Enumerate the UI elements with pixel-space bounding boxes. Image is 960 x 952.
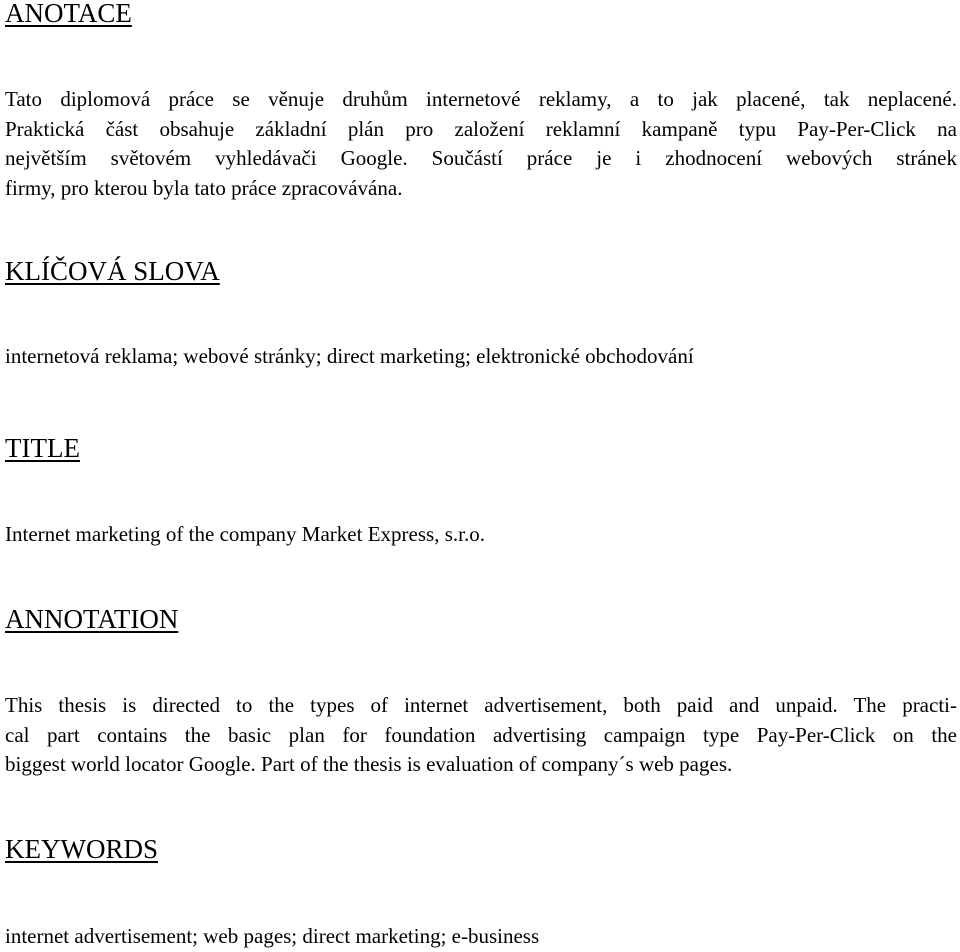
anotace-line: Praktická část obsahuje základní plán pro založení reklamní kampaně typu Pay-Per-Click na [5, 116, 957, 141]
heading-anotace: ANOTACE [5, 0, 132, 28]
keywords-line: internet advertisement; web pages; direct marketing; e-business [5, 924, 540, 948]
klicova-slova-text [5, 342, 957, 372]
title-text [5, 520, 957, 550]
annotation-line: cal part contains the basic plan for foundation advertising campaign type Pay-Per-Click on the [5, 722, 957, 747]
title-line: Internet marketing of the company Market Express, s.r.o. [5, 522, 485, 546]
annotation-line: This thesis is directed to the types of internet advertisement, both paid and unpaid. The practi- [5, 693, 957, 717]
heading-annotation: ANNOTATION [5, 604, 179, 634]
anotace-line: firmy, pro kterou byla tato práce zpracovávána. [5, 175, 403, 200]
annotation-line: biggest world locator Google. Part of the thesis is evaluation of company´s web pages. [5, 752, 733, 776]
anotace-line: Tato diplomová práce se věnuje druhům internetové reklamy, a to jak placené, tak neplacené. [5, 87, 957, 111]
heading-title: TITLE [5, 433, 80, 463]
heading-klicova-slova: KLÍČOVÁ SLOVA [5, 256, 220, 286]
anotace-line: největším světovém vyhledávači Google. Součástí práce je i zhodnocení webových stránek [5, 146, 957, 170]
klicova-slova-line: internetová reklama; webové stránky; direct marketing; elektronické obchodování [5, 344, 694, 368]
heading-keywords: KEYWORDS [5, 834, 158, 864]
keywords-text [5, 922, 957, 952]
annotation-paragraph [5, 691, 957, 780]
anotace-paragraph [5, 85, 957, 203]
